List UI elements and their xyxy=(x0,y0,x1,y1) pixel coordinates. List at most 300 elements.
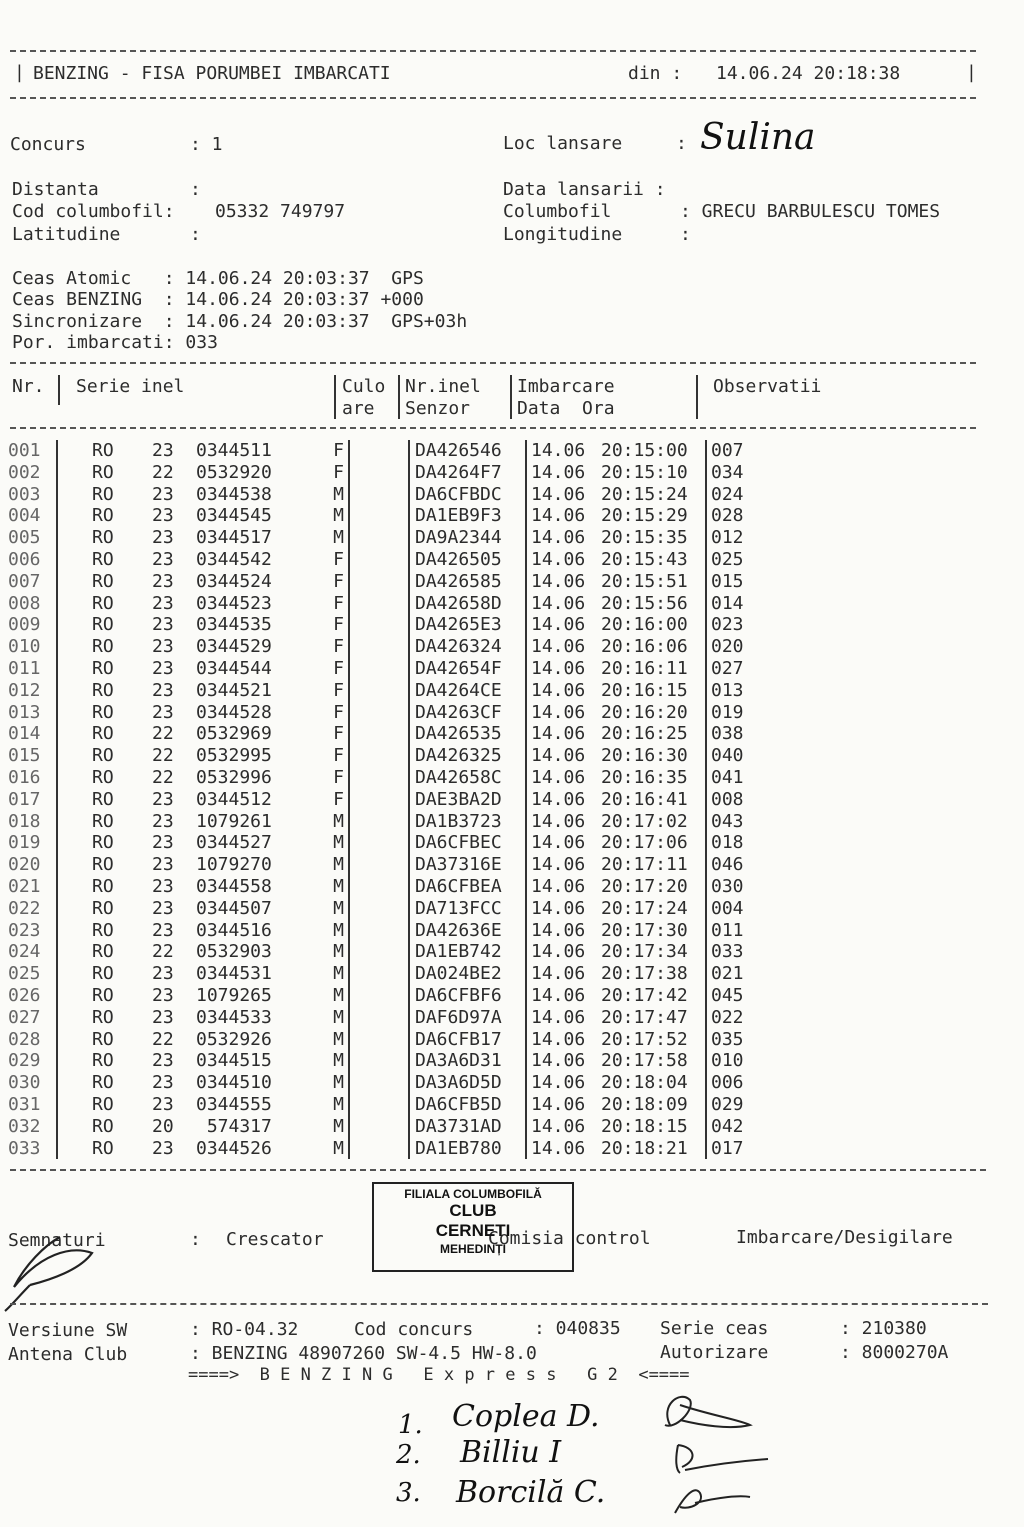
ring-year-cell: 23 xyxy=(152,440,174,461)
table-row xyxy=(8,985,744,1007)
ring-country-cell: RO xyxy=(92,548,114,570)
ring-year-cell: 23 xyxy=(152,897,174,919)
chip-id-cell: DAE3BA2D xyxy=(409,789,526,811)
row-number-cell: 015 xyxy=(8,745,57,767)
ring-number-cell: 0344555 xyxy=(196,1093,272,1115)
ring-country-cell: RO xyxy=(92,679,114,701)
boarding-date-cell: 14.06 xyxy=(531,614,586,636)
chip-id-cell: DA6CFBDC xyxy=(409,484,526,506)
table-row xyxy=(8,1007,744,1029)
observation-cell: 015 xyxy=(711,570,744,592)
boarding-time-cell: 20:17:24 xyxy=(601,898,706,920)
table-row xyxy=(8,680,744,702)
ring-number-cell: 0344521 xyxy=(196,679,272,701)
ring-year-cell: 23 xyxy=(152,657,174,679)
ring-country-cell: RO xyxy=(92,810,114,832)
sex-cell: F xyxy=(308,767,349,789)
concurs-value: : 1 xyxy=(190,134,223,155)
color-cell xyxy=(349,702,409,724)
boarding-time-cell: 20:16:35 xyxy=(601,767,706,789)
ring-country-cell: RO xyxy=(92,1006,114,1028)
sex-cell: M xyxy=(308,985,349,1007)
observation-cell: 010 xyxy=(711,1050,744,1072)
imbarcare-desigilare-label: Imbarcare/Desigilare xyxy=(736,1227,953,1248)
chip-id-cell: DA426324 xyxy=(409,636,526,658)
chip-id-cell: DA6CFB17 xyxy=(409,1029,526,1051)
handwritten-number-1: 1. xyxy=(398,1410,423,1440)
color-cell xyxy=(349,789,409,811)
semnaturi-label: Semnaturi xyxy=(8,1230,106,1251)
stamp-line-1: FILIALA COLUMBOFILĂ xyxy=(404,1187,542,1201)
row-number-cell: 004 xyxy=(8,505,57,527)
ring-number-cell: 0344529 xyxy=(196,636,272,658)
ceas-benzing: Ceas BENZING : 14.06.24 20:03:37 +000 xyxy=(12,289,424,310)
boarding-time-cell: 20:15:51 xyxy=(601,571,706,593)
boarding-date-cell: 14.06 xyxy=(531,854,586,876)
row-number-cell: 007 xyxy=(8,571,57,593)
color-cell xyxy=(349,440,409,462)
ring-country-cell: RO xyxy=(92,701,114,723)
boarding-date-cell: 14.06 xyxy=(531,527,586,549)
ring-number-cell: 0532969 xyxy=(196,723,272,745)
sex-cell: M xyxy=(308,876,349,898)
col-header-nr: Nr. xyxy=(12,376,45,397)
antena-club-label: Antena Club xyxy=(8,1344,128,1365)
observation-cell: 004 xyxy=(711,897,744,919)
ring-country-cell: RO xyxy=(92,1115,114,1137)
sex-cell: F xyxy=(308,789,349,811)
chip-id-cell: DA42658C xyxy=(409,767,526,789)
boarding-date-cell: 14.06 xyxy=(531,636,586,658)
boarding-time-cell: 20:16:20 xyxy=(601,702,706,724)
sex-cell: F xyxy=(308,549,349,571)
row-number-cell: 013 xyxy=(8,702,57,724)
stamp-line-2: CLUB xyxy=(449,1201,497,1220)
color-cell xyxy=(349,658,409,680)
color-cell xyxy=(349,462,409,484)
header-col-separator xyxy=(334,375,336,419)
observation-cell: 025 xyxy=(711,548,744,570)
header-col-separator xyxy=(510,375,512,419)
table-row xyxy=(8,484,744,506)
ring-country-cell: RO xyxy=(92,440,114,461)
color-cell xyxy=(349,1094,409,1116)
chip-id-cell: DA3731AD xyxy=(409,1116,526,1138)
table-row xyxy=(8,1050,744,1072)
table-row xyxy=(8,702,744,724)
table-row xyxy=(8,789,744,811)
ring-year-cell: 22 xyxy=(152,941,174,963)
ring-country-cell: RO xyxy=(92,766,114,788)
chip-id-cell: DA426585 xyxy=(409,571,526,593)
header-din-label: din : xyxy=(628,63,683,84)
table-row xyxy=(8,593,744,615)
boarding-time-cell: 20:17:06 xyxy=(601,832,706,854)
row-number-cell: 032 xyxy=(8,1116,57,1138)
commission-signatures xyxy=(650,1385,780,1525)
observation-cell: 040 xyxy=(711,745,744,767)
table-row xyxy=(8,658,744,680)
ring-year-cell: 23 xyxy=(152,832,174,854)
observation-cell: 011 xyxy=(711,919,744,941)
observation-cell: 019 xyxy=(711,701,744,723)
boarding-time-cell: 20:18:15 xyxy=(601,1116,706,1138)
chip-id-cell: DA37316E xyxy=(409,854,526,876)
chip-id-cell: DA4263CF xyxy=(409,702,526,724)
cod-concurs-label: Cod concurs xyxy=(354,1319,474,1340)
col-header-observatii: Observatii xyxy=(713,376,822,397)
ring-number-cell: 0344527 xyxy=(196,832,272,854)
color-cell xyxy=(349,854,409,876)
boarding-date-cell: 14.06 xyxy=(531,1006,586,1028)
boarding-date-cell: 14.06 xyxy=(531,766,586,788)
boarding-time-cell: 20:17:38 xyxy=(601,963,706,985)
boarding-date-cell: 14.06 xyxy=(531,810,586,832)
observation-cell: 008 xyxy=(711,788,744,810)
color-cell xyxy=(349,745,409,767)
boarding-time-cell: 20:15:43 xyxy=(601,549,706,571)
sex-cell: M xyxy=(308,484,349,506)
color-cell xyxy=(349,593,409,615)
ring-country-cell: RO xyxy=(92,570,114,592)
row-number-cell: 027 xyxy=(8,1007,57,1029)
color-cell xyxy=(349,941,409,963)
table-row xyxy=(8,636,744,658)
ceas-atomic: Ceas Atomic : 14.06.24 20:03:37 GPS xyxy=(12,268,424,289)
chip-id-cell: DA4264CE xyxy=(409,680,526,702)
boarding-date-cell: 14.06 xyxy=(531,1093,586,1115)
color-cell xyxy=(349,1029,409,1051)
boarding-date-cell: 14.06 xyxy=(531,1072,586,1094)
ring-number-cell: 0344531 xyxy=(196,963,272,985)
columbofil-value: : GRECU BARBULESCU TOMES xyxy=(680,201,941,222)
chip-id-cell: DA42636E xyxy=(409,920,526,942)
row-number-cell: 029 xyxy=(8,1050,57,1072)
ring-number-cell: 1079270 xyxy=(196,854,272,876)
boarding-date-cell: 14.06 xyxy=(531,984,586,1006)
ring-year-cell: 23 xyxy=(152,875,174,897)
boarding-time-cell: 20:17:30 xyxy=(601,920,706,942)
boarding-time-cell: 20:16:11 xyxy=(601,658,706,680)
table-row xyxy=(8,876,744,898)
ring-country-cell: RO xyxy=(92,1093,114,1115)
ring-number-cell: 0344517 xyxy=(196,527,272,549)
col-header-imbarcare-2: Data Ora xyxy=(517,398,615,419)
sex-cell: F xyxy=(308,723,349,745)
sex-cell: M xyxy=(308,832,349,854)
sex-cell: M xyxy=(308,941,349,963)
observation-cell: 045 xyxy=(711,984,744,1006)
pigeon-table xyxy=(8,440,744,1159)
col-header-serie: Serie inel xyxy=(76,376,185,397)
sex-cell: M xyxy=(308,1116,349,1138)
ring-year-cell: 23 xyxy=(152,963,174,985)
ring-number-cell: 0344528 xyxy=(196,701,272,723)
boarding-date-cell: 14.06 xyxy=(531,1028,586,1050)
boarding-time-cell: 20:17:34 xyxy=(601,941,706,963)
antena-club-value: : BENZING 48907260 SW-4.5 HW-8.0 xyxy=(190,1343,537,1364)
row-number-cell: 018 xyxy=(8,811,57,833)
boarding-date-cell: 14.06 xyxy=(531,723,586,745)
concurs-label: Concurs xyxy=(10,134,86,155)
col-header-imbarcare-1: Imbarcare xyxy=(517,376,615,397)
table-row xyxy=(8,767,744,789)
table-row xyxy=(8,745,744,767)
ring-number-cell: 0532926 xyxy=(196,1028,272,1050)
header-bar-right: | xyxy=(966,62,977,83)
ring-year-cell: 22 xyxy=(152,461,174,483)
ring-year-cell: 23 xyxy=(152,614,174,636)
ring-number-cell: 0344507 xyxy=(196,897,272,919)
boarding-date-cell: 14.06 xyxy=(531,897,586,919)
row-number-cell: 025 xyxy=(8,963,57,985)
ring-country-cell: RO xyxy=(92,505,114,527)
autorizare-value: : 8000270A xyxy=(840,1342,949,1363)
boarding-time-cell: 20:16:15 xyxy=(601,680,706,702)
ring-number-cell: 0344544 xyxy=(196,657,272,679)
table-row xyxy=(8,1094,744,1116)
club-stamp xyxy=(372,1182,574,1272)
row-number-cell: 020 xyxy=(8,854,57,876)
ring-country-cell: RO xyxy=(92,745,114,767)
row-number-cell: 014 xyxy=(8,723,57,745)
sex-cell: M xyxy=(308,811,349,833)
observation-cell: 028 xyxy=(711,505,744,527)
loc-lansare-label: Loc lansare xyxy=(503,133,623,154)
chip-id-cell: DA1EB780 xyxy=(409,1138,526,1160)
semnaturi-colon: : xyxy=(190,1229,201,1250)
cod-columbofil-value: 05332 749797 xyxy=(215,201,346,222)
row-number-cell: 030 xyxy=(8,1072,57,1094)
ring-year-cell: 23 xyxy=(152,592,174,614)
color-cell xyxy=(349,680,409,702)
chip-id-cell: DA1B3723 xyxy=(409,811,526,833)
chip-id-cell: DA426546 xyxy=(409,440,526,462)
boarding-time-cell: 20:15:56 xyxy=(601,593,706,615)
sex-cell: F xyxy=(308,702,349,724)
boarding-time-cell: 20:15:00 xyxy=(601,440,706,462)
sex-cell: F xyxy=(308,462,349,484)
ring-country-cell: RO xyxy=(92,461,114,483)
observation-cell: 041 xyxy=(711,766,744,788)
col-header-culoare-1: Culo xyxy=(342,376,386,397)
loc-lansare-value: Sulina xyxy=(700,117,816,158)
ring-year-cell: 23 xyxy=(152,854,174,876)
sex-cell: F xyxy=(308,440,349,462)
stamp-line-4: MEHEDINȚI xyxy=(440,1242,506,1256)
porumbei-imbarcati: Por. imbarcati: 033 xyxy=(12,332,218,353)
ring-year-cell: 22 xyxy=(152,1028,174,1050)
boarding-date-cell: 14.06 xyxy=(531,505,586,527)
divider xyxy=(10,50,976,52)
columbofil-label: Columbofil xyxy=(503,201,612,222)
distanta-value: : xyxy=(190,179,201,200)
boarding-time-cell: 20:15:35 xyxy=(601,527,706,549)
row-number-cell: 009 xyxy=(8,614,57,636)
boarding-date-cell: 14.06 xyxy=(531,745,586,767)
data-lansarii-label: Data lansarii : xyxy=(503,179,666,200)
cod-columbofil-label: Cod columbofil: xyxy=(12,201,175,222)
header-datetime: 14.06.24 20:18:38 xyxy=(716,63,901,84)
sex-cell: M xyxy=(308,527,349,549)
observation-cell: 023 xyxy=(711,614,744,636)
boarding-time-cell: 20:16:30 xyxy=(601,745,706,767)
ring-year-cell: 23 xyxy=(152,919,174,941)
boarding-time-cell: 20:17:42 xyxy=(601,985,706,1007)
sex-cell: F xyxy=(308,636,349,658)
table-row xyxy=(8,854,744,876)
observation-cell: 012 xyxy=(711,527,744,549)
boarding-time-cell: 20:16:25 xyxy=(601,723,706,745)
row-number-cell: 003 xyxy=(8,484,57,506)
color-cell xyxy=(349,484,409,506)
sex-cell: F xyxy=(308,658,349,680)
sex-cell: F xyxy=(308,614,349,636)
row-number-cell: 016 xyxy=(8,767,57,789)
color-cell xyxy=(349,614,409,636)
boarding-date-cell: 14.06 xyxy=(531,832,586,854)
boarding-date-cell: 14.06 xyxy=(531,570,586,592)
row-number-cell: 021 xyxy=(8,876,57,898)
ring-year-cell: 23 xyxy=(152,984,174,1006)
ring-country-cell: RO xyxy=(92,854,114,876)
ring-country-cell: RO xyxy=(92,614,114,636)
handwritten-number-2: 2. xyxy=(396,1440,421,1470)
boarding-time-cell: 20:16:06 xyxy=(601,636,706,658)
ring-number-cell: 1079265 xyxy=(196,984,272,1006)
ring-year-cell: 23 xyxy=(152,527,174,549)
boarding-time-cell: 20:15:10 xyxy=(601,462,706,484)
divider xyxy=(10,1303,988,1305)
table-row xyxy=(8,440,744,462)
color-cell xyxy=(349,723,409,745)
col-header-culoare-2: are xyxy=(342,398,375,419)
longitudine-value: : xyxy=(680,224,691,245)
table-row xyxy=(8,505,744,527)
color-cell xyxy=(349,898,409,920)
ring-country-cell: RO xyxy=(92,636,114,658)
boarding-date-cell: 14.06 xyxy=(531,548,586,570)
ring-country-cell: RO xyxy=(92,483,114,505)
boarding-date-cell: 14.06 xyxy=(531,461,586,483)
chip-id-cell: DA6CFBEA xyxy=(409,876,526,898)
observation-cell: 027 xyxy=(711,657,744,679)
sex-cell: F xyxy=(308,680,349,702)
row-number-cell: 022 xyxy=(8,898,57,920)
table-row xyxy=(8,614,744,636)
ring-country-cell: RO xyxy=(92,1137,114,1159)
col-header-nrinel-1: Nr.inel xyxy=(405,376,481,397)
ring-year-cell: 23 xyxy=(152,788,174,810)
table-row xyxy=(8,1138,744,1160)
ring-number-cell: 0532920 xyxy=(196,461,272,483)
color-cell xyxy=(349,1116,409,1138)
header-col-separator xyxy=(58,375,60,405)
ring-country-cell: RO xyxy=(92,1072,114,1094)
table-row xyxy=(8,462,744,484)
autorizare-label: Autorizare xyxy=(660,1342,769,1363)
latitudine-label: Latitudine xyxy=(12,224,121,245)
ring-year-cell: 23 xyxy=(152,1093,174,1115)
color-cell xyxy=(349,571,409,593)
ring-year-cell: 23 xyxy=(152,1137,174,1159)
ring-country-cell: RO xyxy=(92,897,114,919)
observation-cell: 035 xyxy=(711,1028,744,1050)
ring-number-cell: 0344526 xyxy=(196,1137,272,1159)
row-number-cell: 006 xyxy=(8,549,57,571)
boarding-date-cell: 14.06 xyxy=(531,657,586,679)
row-number-cell: 008 xyxy=(8,593,57,615)
observation-cell: 024 xyxy=(711,483,744,505)
chip-id-cell: DA1EB742 xyxy=(409,941,526,963)
sex-cell: F xyxy=(308,571,349,593)
chip-id-cell: DA9A2344 xyxy=(409,527,526,549)
comisia-control-label: Comisia control xyxy=(488,1228,651,1249)
table-row xyxy=(8,1072,744,1094)
boarding-date-cell: 14.06 xyxy=(531,701,586,723)
ring-country-cell: RO xyxy=(92,657,114,679)
color-cell xyxy=(349,527,409,549)
color-cell xyxy=(349,1138,409,1160)
chip-id-cell: DA713FCC xyxy=(409,898,526,920)
boarding-time-cell: 20:17:20 xyxy=(601,876,706,898)
ring-number-cell: 0344535 xyxy=(196,614,272,636)
color-cell xyxy=(349,1072,409,1094)
sex-cell: M xyxy=(308,898,349,920)
ring-country-cell: RO xyxy=(92,963,114,985)
ring-country-cell: RO xyxy=(92,941,114,963)
ring-country-cell: RO xyxy=(92,527,114,549)
boarding-date-cell: 14.06 xyxy=(531,919,586,941)
sex-cell: M xyxy=(308,1007,349,1029)
stamp-line-3: CERNETI xyxy=(435,1221,511,1240)
ring-country-cell: RO xyxy=(92,832,114,854)
row-number-cell: 001 xyxy=(8,440,57,462)
ring-number-cell: 0344511 xyxy=(196,440,272,461)
observation-cell: 042 xyxy=(711,1115,744,1137)
color-cell xyxy=(349,636,409,658)
color-cell xyxy=(349,811,409,833)
row-number-cell: 011 xyxy=(8,658,57,680)
ring-number-cell: 0532996 xyxy=(196,766,272,788)
row-number-cell: 028 xyxy=(8,1029,57,1051)
ring-country-cell: RO xyxy=(92,592,114,614)
loc-lansare-colon: : xyxy=(676,133,687,154)
header-bar-left: | xyxy=(14,62,25,83)
sex-cell: M xyxy=(308,1029,349,1051)
ring-year-cell: 23 xyxy=(152,548,174,570)
observation-cell: 043 xyxy=(711,810,744,832)
ring-year-cell: 22 xyxy=(152,766,174,788)
row-number-cell: 010 xyxy=(8,636,57,658)
boarding-date-cell: 14.06 xyxy=(531,963,586,985)
observation-cell: 033 xyxy=(711,941,744,963)
ring-number-cell: 0344542 xyxy=(196,548,272,570)
row-number-cell: 002 xyxy=(8,462,57,484)
sex-cell: M xyxy=(308,854,349,876)
ring-country-cell: RO xyxy=(92,875,114,897)
table-row xyxy=(8,723,744,745)
boarding-date-cell: 14.06 xyxy=(531,679,586,701)
color-cell xyxy=(349,963,409,985)
versiune-sw-value: : RO-04.32 xyxy=(190,1319,299,1340)
ring-number-cell: 0344558 xyxy=(196,875,272,897)
serie-ceas-value: : 210380 xyxy=(840,1318,927,1339)
observation-cell: 034 xyxy=(711,461,744,483)
ring-year-cell: 23 xyxy=(152,505,174,527)
sex-cell: M xyxy=(308,1094,349,1116)
boarding-date-cell: 14.06 xyxy=(531,788,586,810)
